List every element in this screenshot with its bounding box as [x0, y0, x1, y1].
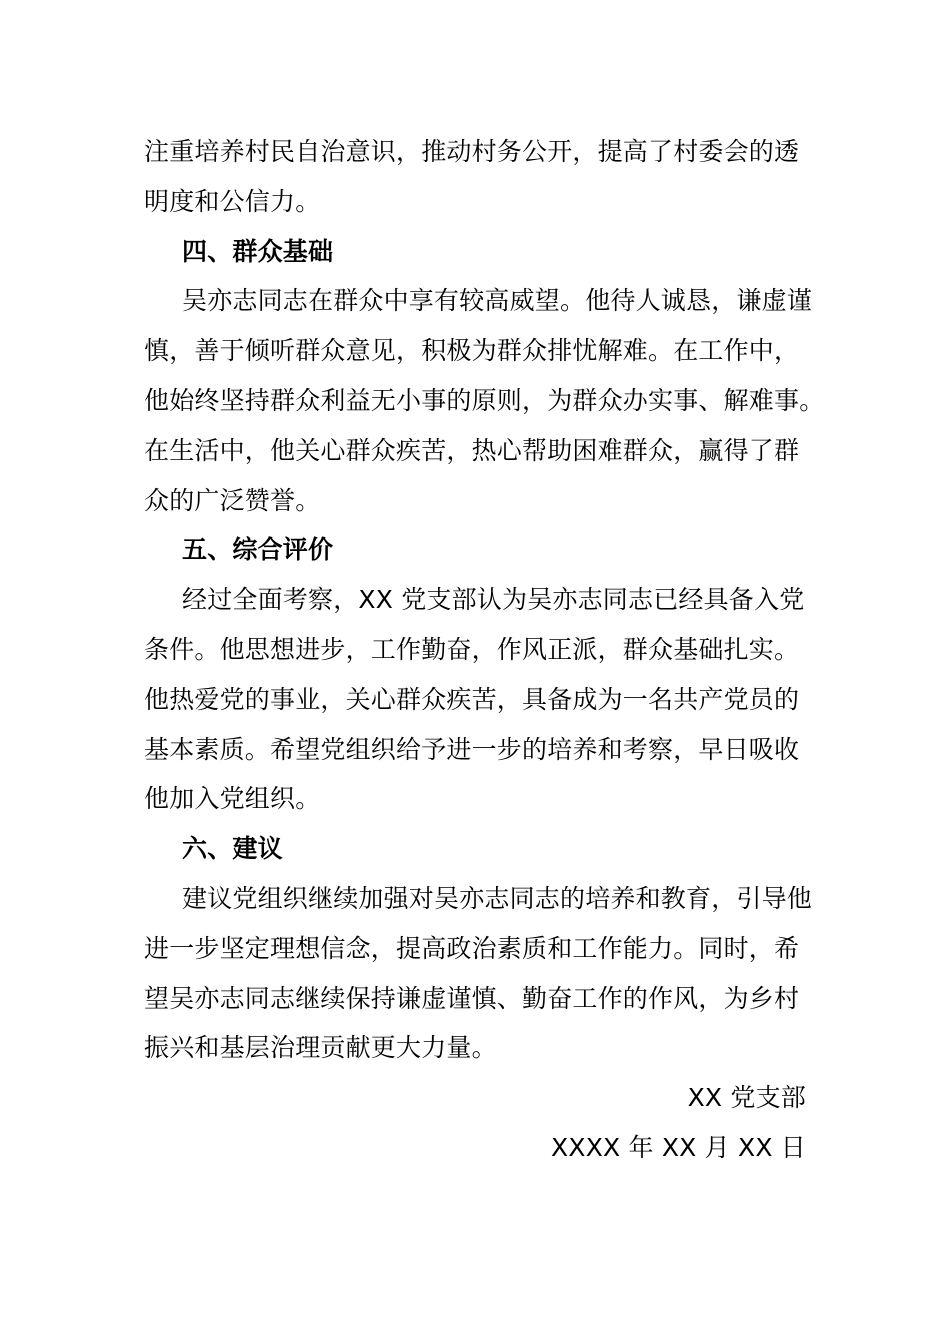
text-line: 明度和公信力。	[144, 186, 321, 216]
text-line: 基本素质。希望党组织给予进一步的培养和考察，早日吸收	[144, 734, 800, 764]
text-line: 他热爱党的事业，关心群众疾苦，具备成为一名共产党员的	[144, 684, 800, 714]
text-line: 条件。他思想进步，工作勤奋，作风正派，群众基础扎实。	[144, 634, 800, 664]
signature-organization: XX 党支部	[687, 1083, 806, 1113]
paragraph-overall-evaluation	[144, 575, 808, 824]
text-line: 众的广泛赞誉。	[144, 485, 321, 515]
section-heading-overall-evaluation: 五、综合评价	[182, 535, 334, 565]
text-line: 慎，善于倾听群众意见，积极为群众排忧解难。在工作中，	[144, 336, 800, 366]
signature-date: XXXX 年 XX 月 XX 日	[551, 1132, 806, 1162]
paragraph-continuation	[144, 127, 808, 227]
text-line: 他加入党组织。	[144, 784, 321, 814]
section-heading-suggestions: 六、建议	[182, 834, 283, 864]
text-line: 他始终坚持群众利益无小事的原则，为群众办实事、解难事。	[144, 385, 825, 415]
text-line: 振兴和基层治理贡献更大力量。	[144, 1033, 497, 1063]
paragraph-mass-base	[144, 276, 825, 525]
text-line: 在生活中，他关心群众疾苦，热心帮助困难群众，赢得了群	[144, 435, 800, 465]
paragraph-suggestions	[144, 874, 813, 1073]
text-line: 望吴亦志同志继续保持谦虚谨慎、勤奋工作的作风，为乡村	[144, 983, 800, 1013]
text-line: 注重培养村民自治意识，推动村务公开，提高了村委会的透	[144, 137, 800, 166]
section-heading-mass-base: 四、群众基础	[182, 236, 334, 266]
text-line: 经过全面考察，XX 党支部认为吴亦志同志已经具备入党	[182, 585, 805, 615]
text-line: 进一步坚定理想信念，提高政治素质和工作能力。同时，希	[144, 933, 800, 963]
document-page	[144, 127, 825, 1173]
text-line: 吴亦志同志在群众中享有较高威望。他待人诚恳，谦虚谨	[182, 286, 813, 316]
text-line: 建议党组织继续加强对吴亦志同志的培养和教育，引导他	[182, 883, 813, 913]
